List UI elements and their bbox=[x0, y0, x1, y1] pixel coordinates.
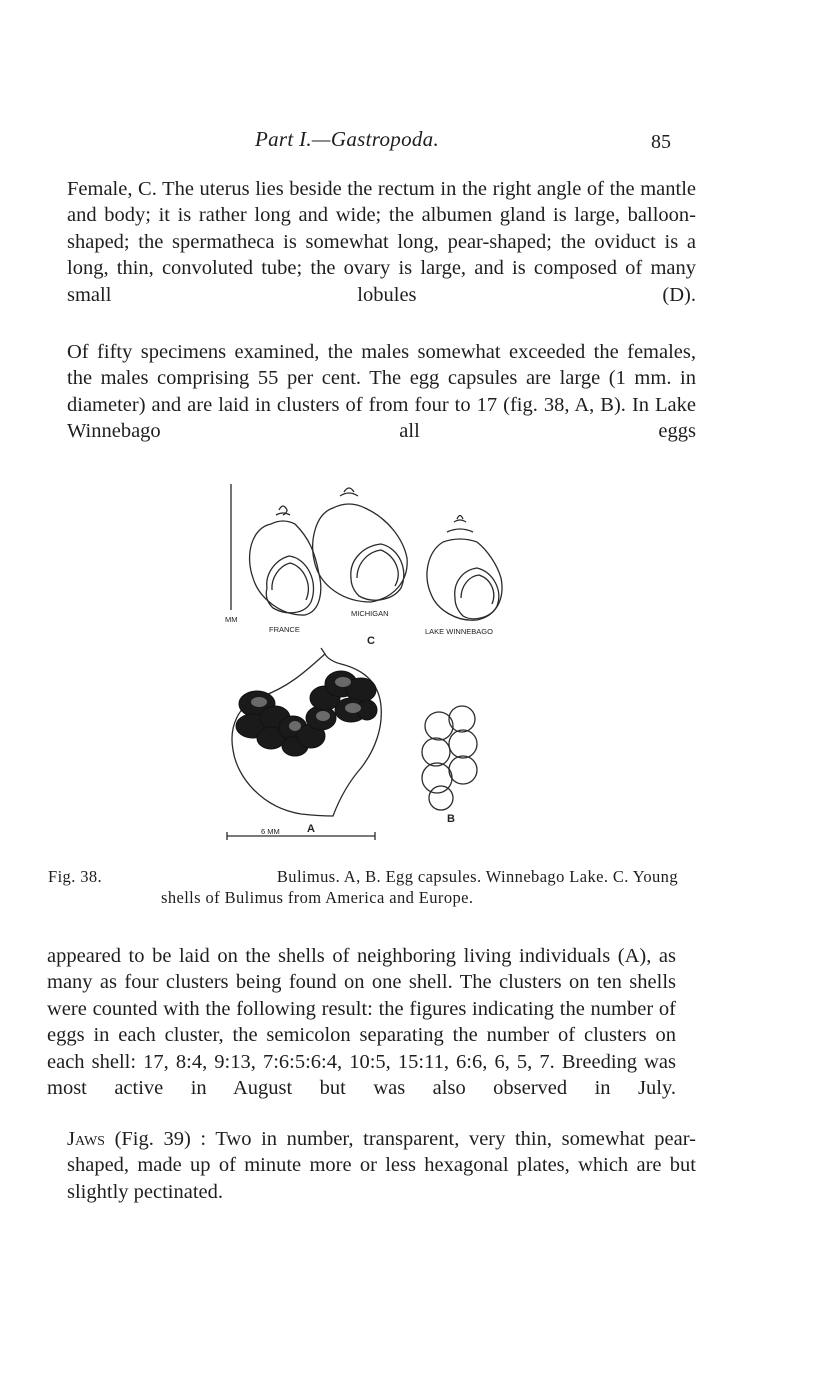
group-a-label: A bbox=[307, 823, 315, 835]
egg-cluster-a bbox=[236, 671, 377, 756]
page-number: 85 bbox=[651, 131, 671, 153]
paragraph-female-anatomy: Female, C. The uterus lies beside the rectum in the right angle of the mantle and body; it is rather long and wide; the albumen gland is large, balloon-shaped; the spermatheca is somewhat long, pear-shaped; the oviduct is a long, thin, convoluted tube; the ovary is large, and is composed of many small lobules (D). bbox=[67, 178, 696, 306]
six-mm-scale-label: 6 MM bbox=[261, 827, 280, 836]
running-head: Part I.—Gastropoda. bbox=[255, 127, 440, 151]
shell-label-lake-winnebago: LAKE WINNEBAGO bbox=[425, 627, 493, 636]
figure-38-drawing bbox=[215, 478, 515, 848]
caption-line-1 bbox=[48, 866, 678, 887]
caption-line-2: shells of Bulimus from America and Europe. bbox=[161, 888, 474, 907]
figure-caption bbox=[48, 866, 678, 908]
paragraph-clusters: appeared to be laid on the shells of neighboring living individuals (A), as many as four clusters being found on one shell. The clusters on ten shells were counted with the following result: the figures indicating the number of eggs in each cluster, the semicolon separating the number of clusters on each shell: 17, 8:4, 9:13, 7:6:5:6:4, 10:5, 15:11, 6:6, 6, 5, 7. Breeding was most active in August but was also observed in July. bbox=[47, 945, 676, 1100]
egg-cluster-b bbox=[422, 706, 477, 810]
shell-lake-winnebago bbox=[427, 516, 502, 621]
shell-label-michigan: MICHIGAN bbox=[351, 609, 389, 618]
mm-scale-label: MM bbox=[225, 615, 238, 624]
paragraph-egg-capsules: Of fifty specimens examined, the males somewhat exceeded the females, the males comprising 55 per cent. The egg capsules are large (1 mm. in diameter) and are laid in clusters of from four to 17 (fig. 38, A, B). In Lake Winnebago all eggs bbox=[67, 341, 696, 443]
group-b-label: B bbox=[447, 813, 455, 825]
jaws-figure-reference: (Fig. 39) : bbox=[104, 1128, 216, 1150]
shell-label-france: FRANCE bbox=[269, 625, 300, 634]
shell-france bbox=[250, 506, 321, 615]
caption-figure-number: Fig. 38. bbox=[48, 867, 103, 886]
paragraph-jaws bbox=[47, 1126, 696, 1205]
group-c-label: C bbox=[367, 635, 375, 647]
figure-38 bbox=[215, 478, 515, 848]
jaws-heading: Jaws bbox=[67, 1128, 105, 1150]
page-header bbox=[0, 127, 822, 157]
shell-michigan bbox=[313, 488, 407, 602]
jaws-description: Two in number, transparent, very thin, somewhat pear-shaped, made up of minute more or less hexagonal plates, which are but slightly pectinated. bbox=[67, 1128, 696, 1203]
caption-line-1-text: Bulimus. A, B. Egg capsules. Winnebago Lake. C. Young bbox=[276, 867, 678, 886]
